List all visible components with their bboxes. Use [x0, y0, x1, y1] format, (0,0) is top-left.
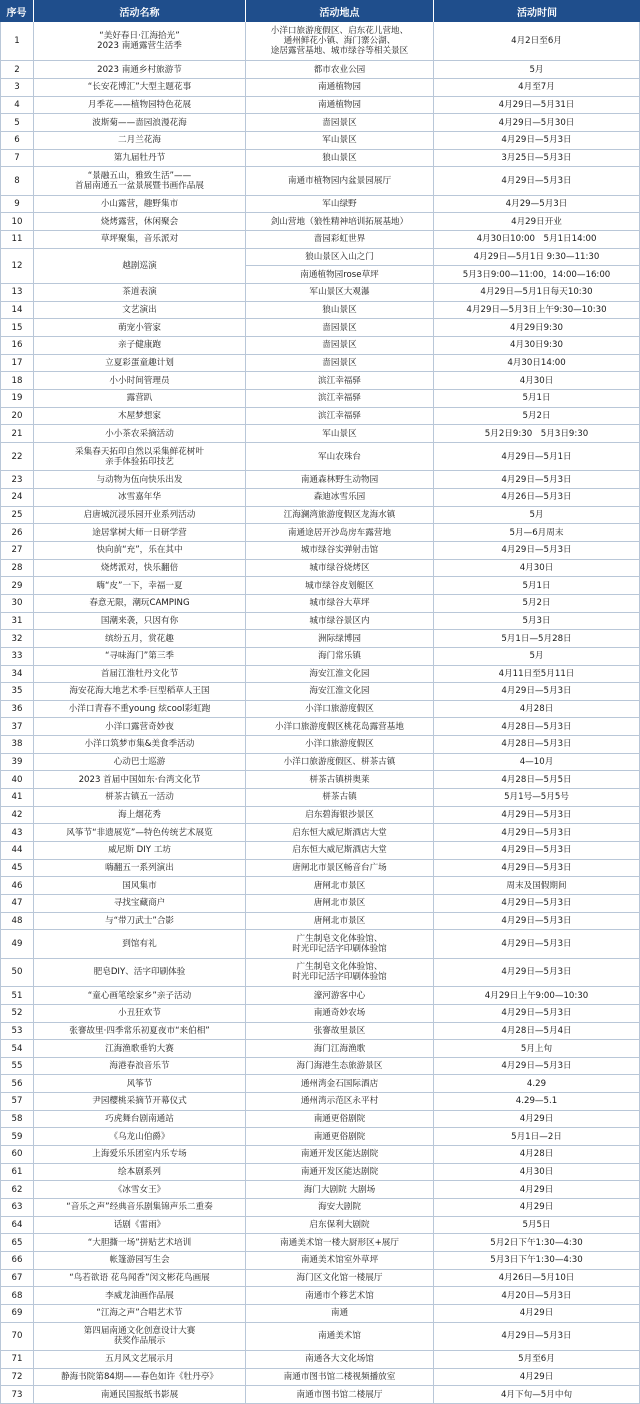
activity-place: 海门常乐镇 [246, 648, 434, 666]
activity-time: 5月2日 [434, 595, 640, 613]
activity-time: 4月29日—5月3日 [434, 471, 640, 489]
activity-place: 海门海港生态旅游景区 [246, 1058, 434, 1076]
activity-name: 途居掌树大师一日研学营 [34, 524, 246, 542]
activity-name: 栟茶古镇五一活动 [34, 789, 246, 807]
row-number: 41 [0, 789, 34, 807]
row-number: 69 [0, 1305, 34, 1323]
row-number: 66 [0, 1252, 34, 1270]
activity-time: 4月20日—5月3日 [434, 1287, 640, 1305]
activity-time: 5月2日 [434, 408, 640, 426]
header-time: 活动时间 [434, 0, 640, 22]
activity-time: 5月上旬 [434, 1040, 640, 1058]
activity-time: 4.29 [434, 1075, 640, 1093]
activity-place: 江海澜湾旅游度假区龙海水镇 [246, 507, 434, 525]
activity-name: 第九届牡丹节 [34, 150, 246, 168]
activity-name: 绘本剧系列 [34, 1164, 246, 1182]
activity-name: 烧烤派对，快乐翻倍 [34, 560, 246, 578]
activity-place: 启东保利大剧院 [246, 1217, 434, 1235]
row-number: 47 [0, 895, 34, 913]
row-number: 45 [0, 860, 34, 878]
row-number: 7 [0, 150, 34, 168]
activity-name: “江海之声”合唱艺术节 [34, 1305, 246, 1323]
activity-place: 启东恒大威尼斯酒店大堂 [246, 842, 434, 860]
activity-place: 唐闸北市景区 [246, 895, 434, 913]
row-number: 71 [0, 1351, 34, 1369]
row-number: 8 [0, 167, 34, 196]
activity-place: 啬园景区 [246, 319, 434, 337]
activity-time: 4月29日—5月3日 [434, 1323, 640, 1352]
row-number: 14 [0, 302, 34, 320]
activity-time: 4月29日—5月3日 [434, 959, 640, 988]
row-number: 46 [0, 877, 34, 895]
activity-name: 烧烤露营，休闲聚会 [34, 213, 246, 231]
activity-time: 4月29日—5月3日 [434, 167, 640, 196]
activity-time: 4月29日—5月3日 [434, 824, 640, 842]
activity-time: 4月30日9:30 [434, 337, 640, 355]
activity-name: 采集春天拓印自然以采集鲜花树叶 亲手体验拓印技艺 [34, 443, 246, 472]
row-number: 21 [0, 425, 34, 443]
row-number: 36 [0, 701, 34, 719]
activity-name: 尹园樱桃采摘节开幕仪式 [34, 1093, 246, 1111]
row-number: 57 [0, 1093, 34, 1111]
activity-time: 4月29日—5月3日上午9:30—10:30 [434, 302, 640, 320]
activity-place: 南通植物园 [246, 79, 434, 97]
header-no: 序号 [0, 0, 34, 22]
row-number: 17 [0, 355, 34, 373]
activity-name: 风筝节 [34, 1075, 246, 1093]
activity-time: 5月1日 [434, 390, 640, 408]
activity-place: 海门江海渔歌 [246, 1040, 434, 1058]
row-number: 65 [0, 1234, 34, 1252]
activity-place: 栟茶古镇栟奥莱 [246, 771, 434, 789]
activity-place: 啬园景区 [246, 114, 434, 132]
activity-name: 月季花——植物园特色花展 [34, 97, 246, 115]
activity-place: 南通开发区能达剧院 [246, 1164, 434, 1182]
activity-time: 4月29日上午9:00—10:30 [434, 987, 640, 1005]
row-number: 31 [0, 613, 34, 631]
activity-time: 4月29日—5月1日 9:30—11:30 [434, 249, 640, 267]
activity-place: 广生制皂文化体验馆、 时光印记活字印刷体验馆 [246, 959, 434, 988]
activity-name: 话剧《雷雨》 [34, 1217, 246, 1235]
activity-time: 5月5日 [434, 1217, 640, 1235]
activity-time: 5月3日下午1:30—4:30 [434, 1252, 640, 1270]
activity-time: 5月 [434, 507, 640, 525]
activity-time: 4月30日 [434, 560, 640, 578]
activity-name: 小小时间管理员 [34, 372, 246, 390]
activity-name: 国潮来袭，只因有你 [34, 613, 246, 631]
activity-name: “大胆撕一场”拼贴艺术培训 [34, 1234, 246, 1252]
activity-name: 茶道表演 [34, 284, 246, 302]
activity-name: 国风集市 [34, 877, 246, 895]
activity-time: 4月11日至5月11日 [434, 666, 640, 684]
activity-name: 南通民国报纸书影展 [34, 1386, 246, 1404]
activity-place: 南通 [246, 1305, 434, 1323]
activity-place: 城市绿谷大草坪 [246, 595, 434, 613]
row-number: 22 [0, 443, 34, 472]
row-number: 9 [0, 196, 34, 214]
row-number: 1 [0, 22, 34, 61]
activity-time: 4月至7月 [434, 79, 640, 97]
activity-time: 5月 [434, 648, 640, 666]
activity-name: 张謇故里·四季常乐初夏夜市“来伯相” [34, 1023, 246, 1041]
activity-place: 小洋口旅游度假区、栟茶古镇 [246, 754, 434, 772]
activity-name: 缤纷五月，赏花趣 [34, 630, 246, 648]
activity-time: 5月1号—5月5号 [434, 789, 640, 807]
activity-time: 4月29日—5月3日 [434, 807, 640, 825]
activity-place: 小洋口旅游度假区、启东花儿营地、 通州鲜花小镇、海门寨公湖、 途居露营基地、城市绿谷等相关景区 [246, 22, 434, 61]
activity-name: “景融五山，雅致生活”—— 首届南通五一盆景展暨书画作品展 [34, 167, 246, 196]
activity-name: 露营趴 [34, 390, 246, 408]
activity-name: 到馆有礼 [34, 930, 246, 959]
activity-place: 海安江淮文化园 [246, 666, 434, 684]
row-number: 54 [0, 1040, 34, 1058]
activity-place: 军山景区大观瀑 [246, 284, 434, 302]
activity-place: 剑山营地（狼性精神培训拓展基地） [246, 213, 434, 231]
activity-name: 肥皂DIY、活字印刷体验 [34, 959, 246, 988]
activity-name: 威尼斯 DIY 工坊 [34, 842, 246, 860]
activity-name: 小山露营，趣野集市 [34, 196, 246, 214]
activity-name: “童心画笔绘家乡”亲子活动 [34, 987, 246, 1005]
row-number: 48 [0, 913, 34, 931]
activity-place: 海安大剧院 [246, 1199, 434, 1217]
row-number: 27 [0, 542, 34, 560]
activity-name: 风筝节“非遗展览”—特色传统艺术展览 [34, 824, 246, 842]
activity-name: 《冰雪女王》 [34, 1181, 246, 1199]
activity-name: 快向前“充”，乐在其中 [34, 542, 246, 560]
row-number: 60 [0, 1146, 34, 1164]
row-number: 52 [0, 1005, 34, 1023]
activity-place: 啬园彩虹世界 [246, 231, 434, 249]
activity-name: “寻味海门”第三季 [34, 648, 246, 666]
activity-place: 狼山景区 [246, 150, 434, 168]
activity-name: 与动物为伍向快乐出发 [34, 471, 246, 489]
activity-place: 森迪冰雪乐园 [246, 489, 434, 507]
activity-name: 越剧巡演 [34, 249, 246, 284]
activity-name: 海安花海大地艺术季·巨型稻草人王国 [34, 683, 246, 701]
activity-time: 4月29日—5月30日 [434, 114, 640, 132]
activity-name: “音乐之声”经典音乐剧集锦声乐二重奏 [34, 1199, 246, 1217]
activity-place: 唐闸北市景区 [246, 877, 434, 895]
activity-name: 五月风文艺展示月 [34, 1351, 246, 1369]
row-number: 64 [0, 1217, 34, 1235]
activity-place: 南通更俗剧院 [246, 1128, 434, 1146]
activity-time: 4月29日 [434, 1181, 640, 1199]
activity-time: 5月—6月周末 [434, 524, 640, 542]
activity-place: 小洋口旅游度假区 [246, 736, 434, 754]
activity-place: 城市绿谷皮划艇区 [246, 577, 434, 595]
activity-time: 3月25日—5月3日 [434, 150, 640, 168]
activity-place: 南通开发区能达剧院 [246, 1146, 434, 1164]
activity-place: 滨江幸福驿 [246, 390, 434, 408]
activity-time: 5月2日下午1:30—4:30 [434, 1234, 640, 1252]
activity-place: 启东恒大威尼斯酒店大堂 [246, 824, 434, 842]
row-number: 16 [0, 337, 34, 355]
activity-time: 5月至6月 [434, 1351, 640, 1369]
activity-name: “长安花博汇”大型主题花事 [34, 79, 246, 97]
activity-place: 南通美术馆一楼大厨形区+展厅 [246, 1234, 434, 1252]
row-number: 56 [0, 1075, 34, 1093]
activity-place: 海门大剧院 大剧场 [246, 1181, 434, 1199]
activity-name: 静海书院第84期——春色如许《牡丹亭》 [34, 1369, 246, 1387]
activity-time: 5月1日—2日 [434, 1128, 640, 1146]
activity-place: 通州湾金石国际酒店 [246, 1075, 434, 1093]
row-number: 67 [0, 1270, 34, 1288]
row-number: 10 [0, 213, 34, 231]
activity-time: 4月28日 [434, 1146, 640, 1164]
row-number: 24 [0, 489, 34, 507]
activity-name: 寻找宝藏商户 [34, 895, 246, 913]
header-name: 活动名称 [34, 0, 246, 22]
activity-time: 4月29日 [434, 1305, 640, 1323]
activity-time: 4月30日10:00 5月1日14:00 [434, 231, 640, 249]
activity-time: 4月29日 [434, 1369, 640, 1387]
activity-place: 南通市植物园内盆景园展厅 [246, 167, 434, 196]
activity-name: 木屋梦想家 [34, 408, 246, 426]
activity-time: 4月29日—5月3日 [434, 542, 640, 560]
row-number: 62 [0, 1181, 34, 1199]
activity-time: 5月3日9:00—11:00，14:00—16:00 [434, 266, 640, 284]
row-number: 33 [0, 648, 34, 666]
activity-time: 4月30日14:00 [434, 355, 640, 373]
activity-place: 军山农珠台 [246, 443, 434, 472]
row-number: 58 [0, 1111, 34, 1129]
row-number: 5 [0, 114, 34, 132]
row-number: 72 [0, 1369, 34, 1387]
activity-time: 4月29日开业 [434, 213, 640, 231]
activity-time: 4月29日—5月3日 [434, 913, 640, 931]
activity-time: 4月29日—5月1日 [434, 443, 640, 472]
activity-time: 5月3日 [434, 613, 640, 631]
activity-place: 洲际绿博园 [246, 630, 434, 648]
row-number: 18 [0, 372, 34, 390]
activity-time: 4月28日—5月4日 [434, 1023, 640, 1041]
activity-time: 周末及国假期间 [434, 877, 640, 895]
row-number: 61 [0, 1164, 34, 1182]
row-number: 53 [0, 1023, 34, 1041]
activity-name: 波斯菊——啬园浪漫花海 [34, 114, 246, 132]
activity-name: 小洋口筑梦市集&美食季活动 [34, 736, 246, 754]
activity-name: 2023 首届中国如东·台湾文化节 [34, 771, 246, 789]
activity-name: “鸟若欲语 花鸟闻香”闵文彬花鸟画展 [34, 1270, 246, 1288]
activity-time: 4月29日—5月3日 [434, 860, 640, 878]
activity-place: 南通各大文化场馆 [246, 1351, 434, 1369]
row-number: 42 [0, 807, 34, 825]
activity-name: 江海渔歌垂钓大赛 [34, 1040, 246, 1058]
row-number: 28 [0, 560, 34, 578]
activity-time: 4.29—5.1 [434, 1093, 640, 1111]
activity-place: 张謇故里景区 [246, 1023, 434, 1041]
activity-name: 首届江淮牡丹文化节 [34, 666, 246, 684]
row-number: 34 [0, 666, 34, 684]
activity-time: 4月30日 [434, 372, 640, 390]
activity-time: 4月29—5月3日 [434, 196, 640, 214]
row-number: 35 [0, 683, 34, 701]
activity-name: 嗨“皮”一下，幸福一夏 [34, 577, 246, 595]
activity-time: 5月1日 [434, 577, 640, 595]
activity-time: 4月28日—5月3日 [434, 736, 640, 754]
activity-place: 南通植物园 [246, 97, 434, 115]
activity-name: 第四届南通文化创意设计大赛 获奖作品展示 [34, 1323, 246, 1352]
activity-place: 启东碧海银沙景区 [246, 807, 434, 825]
activity-place: 南通美术馆 [246, 1323, 434, 1352]
activity-place: 滨江幸福驿 [246, 372, 434, 390]
activity-place: 南通市图书馆二楼展厅 [246, 1386, 434, 1404]
activity-place: 滨江幸福驿 [246, 408, 434, 426]
row-number: 38 [0, 736, 34, 754]
activity-time: 4月29日—5月31日 [434, 97, 640, 115]
activity-place: 都市农业公园 [246, 61, 434, 79]
row-number: 13 [0, 284, 34, 302]
activity-place: 军山景区 [246, 425, 434, 443]
activity-name: 与“带刀武士”合影 [34, 913, 246, 931]
activity-place: 南通市图书馆二楼视频播放室 [246, 1369, 434, 1387]
activity-time: 4月29日—5月3日 [434, 132, 640, 150]
activity-name: 启唐城沉浸乐园开业系列活动 [34, 507, 246, 525]
activity-name: 文艺演出 [34, 302, 246, 320]
row-number: 29 [0, 577, 34, 595]
activity-place: 南通森林野生动物园 [246, 471, 434, 489]
activity-name: 2023 南通乡村旅游节 [34, 61, 246, 79]
activity-place: 唐闸北市景区 [246, 913, 434, 931]
activity-time: 4月下旬—5月中旬 [434, 1386, 640, 1404]
row-number: 25 [0, 507, 34, 525]
activity-place: 军山绿野 [246, 196, 434, 214]
row-number: 63 [0, 1199, 34, 1217]
row-number: 30 [0, 595, 34, 613]
activity-time: 4月30日 [434, 1164, 640, 1182]
activity-place: 军山景区 [246, 132, 434, 150]
activity-time: 4—10月 [434, 754, 640, 772]
activity-name: 萌宠小管家 [34, 319, 246, 337]
activity-place: 啬园景区 [246, 337, 434, 355]
activity-name: 上海爱乐乐团室内乐专场 [34, 1146, 246, 1164]
row-number: 55 [0, 1058, 34, 1076]
row-number: 11 [0, 231, 34, 249]
activity-name: 冰雪嘉年华 [34, 489, 246, 507]
row-number: 4 [0, 97, 34, 115]
row-number: 3 [0, 79, 34, 97]
activity-place: 海门区文化馆一楼展厅 [246, 1270, 434, 1288]
activity-name: 嗨翻五一系列演出 [34, 860, 246, 878]
activity-place: 狼山景区 [246, 302, 434, 320]
row-number: 37 [0, 718, 34, 736]
activity-place: 城市绿谷实弹射击馆 [246, 542, 434, 560]
activity-place: 城市绿谷烧烤区 [246, 560, 434, 578]
activity-place: 小洋口旅游度假区桃花岛露营基地 [246, 718, 434, 736]
activity-time: 4月29日—5月3日 [434, 930, 640, 959]
activity-time: 4月29日—5月3日 [434, 842, 640, 860]
row-number: 20 [0, 408, 34, 426]
row-number: 70 [0, 1323, 34, 1352]
row-number: 50 [0, 959, 34, 988]
activity-time: 4月28日—5月3日 [434, 718, 640, 736]
activity-time: 4月29日—5月1日每天10:30 [434, 284, 640, 302]
row-number: 32 [0, 630, 34, 648]
activity-place: 栟茶古镇 [246, 789, 434, 807]
activity-place: 狼山景区入山之门 [246, 249, 434, 267]
row-number: 39 [0, 754, 34, 772]
activity-place: 南通途居开沙岛房车露营地 [246, 524, 434, 542]
activity-time: 4月29日—5月3日 [434, 895, 640, 913]
row-number: 68 [0, 1287, 34, 1305]
activity-time: 4月28日 [434, 701, 640, 719]
activity-time: 5月1日—5月28日 [434, 630, 640, 648]
activity-place: 城市绿谷景区内 [246, 613, 434, 631]
activity-name: 小丑狂欢节 [34, 1005, 246, 1023]
activity-place: 南通美术馆室外草坪 [246, 1252, 434, 1270]
activity-time: 5月 [434, 61, 640, 79]
activity-time: 4月2日至6月 [434, 22, 640, 61]
activity-place: 南通更俗剧院 [246, 1111, 434, 1129]
row-number: 15 [0, 319, 34, 337]
row-number: 23 [0, 471, 34, 489]
activity-name: 亲子健康跑 [34, 337, 246, 355]
activity-name: 海港春浪音乐节 [34, 1058, 246, 1076]
activity-name: 李威龙油画作品展 [34, 1287, 246, 1305]
activity-time: 4月26日—5月10日 [434, 1270, 640, 1288]
activity-place: 南通植物园rose草坪 [246, 266, 434, 284]
row-number: 44 [0, 842, 34, 860]
activity-time: 4月29日—5月3日 [434, 683, 640, 701]
activity-time: 4月29日—5月3日 [434, 1005, 640, 1023]
activity-time: 4月29日 [434, 1199, 640, 1217]
row-number: 59 [0, 1128, 34, 1146]
activity-time: 4月26日—5月3日 [434, 489, 640, 507]
activity-time: 4月29日—5月3日 [434, 1058, 640, 1076]
row-number: 51 [0, 987, 34, 1005]
activity-name: 小洋口青春不重young 炫cool彩虹跑 [34, 701, 246, 719]
row-number: 26 [0, 524, 34, 542]
activity-time: 4月29日9:30 [434, 319, 640, 337]
activity-place: 南通市个簃艺术馆 [246, 1287, 434, 1305]
row-number: 43 [0, 824, 34, 842]
activity-name: 心动巴士巡游 [34, 754, 246, 772]
activity-place: 海安江淮文化园 [246, 683, 434, 701]
activity-name: 二月兰花海 [34, 132, 246, 150]
activity-name: 海上烟花秀 [34, 807, 246, 825]
activity-place: 濠河游客中心 [246, 987, 434, 1005]
activity-time: 4月29日 [434, 1111, 640, 1129]
row-number: 12 [0, 249, 34, 284]
activity-name: 帐篷游园写生会 [34, 1252, 246, 1270]
activity-place: 唐闸北市景区畅音台广场 [246, 860, 434, 878]
activity-name: 春意无限，潮玩CAMPING [34, 595, 246, 613]
activity-place: 啬园景区 [246, 355, 434, 373]
activity-place: 通州湾示范区永平村 [246, 1093, 434, 1111]
activity-name: “美好春日·江海拾光” 2023 南通露营生活季 [34, 22, 246, 61]
activity-place: 广生制皂文化体验馆、 时光印记活字印刷体验馆 [246, 930, 434, 959]
activity-time: 4月28日—5月5日 [434, 771, 640, 789]
activity-name: 巧虎舞台剧南通站 [34, 1111, 246, 1129]
row-number: 2 [0, 61, 34, 79]
activity-name: 立夏彩蛋童趣计划 [34, 355, 246, 373]
row-number: 19 [0, 390, 34, 408]
activity-name: 《乌龙山伯爵》 [34, 1128, 246, 1146]
row-number: 6 [0, 132, 34, 150]
activity-name: 草坪聚集，音乐派对 [34, 231, 246, 249]
activity-time: 5月2日9:30 5月3日9:30 [434, 425, 640, 443]
row-number: 73 [0, 1386, 34, 1404]
row-number: 49 [0, 930, 34, 959]
activity-place: 小洋口旅游度假区 [246, 701, 434, 719]
header-place: 活动地点 [246, 0, 434, 22]
activity-place: 南通奇妙农场 [246, 1005, 434, 1023]
activity-name: 小洋口露营奇妙夜 [34, 718, 246, 736]
row-number: 40 [0, 771, 34, 789]
activity-name: 小小茶农采摘活动 [34, 425, 246, 443]
